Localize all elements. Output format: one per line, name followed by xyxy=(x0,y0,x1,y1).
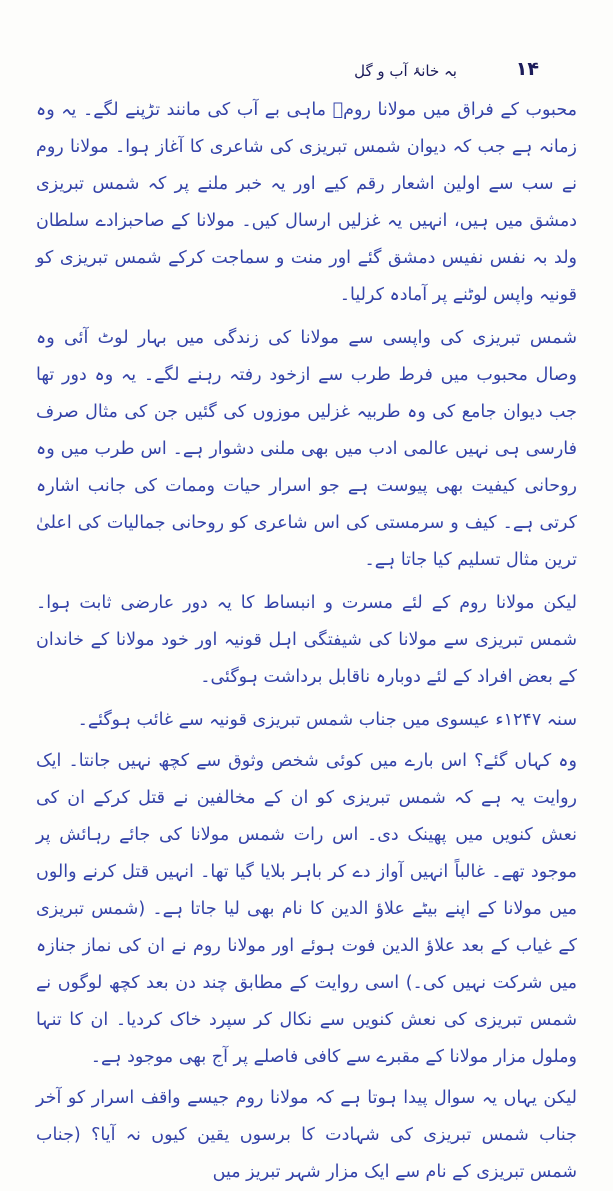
page-header xyxy=(36,58,577,92)
paragraph-1: محبوب کے فراق میں مولانا رومؒ ماہی بے آب کی مانند تڑپنے لگے۔ یہ وہ زمانہ ہے جب کہ دیوان شمس تبریزی کی شاعری کا آغاز ہوا۔ مولانا روم نے سب سے اولین اشعار رقم کیے اور یہ خبر ملنے پر کہ شمس تبریزی دمشق میں ہیں، انہیں یہ غزلیں ارسال کیں۔ مولانا کے صاحبزادے سلطان ولد بہ نفس نفیس دمشق گئے اور منت و سماجت کرکے شمس تبریزی کو قونیہ واپس لوٹنے پر آمادہ کرلیا۔ xyxy=(36,100,577,305)
body-text xyxy=(36,92,577,1191)
paragraph-4: سنہ ۱۲۴۷ء عیسوی میں جناب شمس تبریزی قونیہ سے غائب ہوگئے۔ xyxy=(77,710,577,730)
paragraph-2: شمس تبریزی کی واپسی سے مولانا کی زندگی میں بہار لوٹ آئی وہ وصال محبوب میں فرط طرب سے ازخود رفتہ رہنے لگے۔ یہ وہ دور تھا جب دیوان جامع کی وہ طربیہ غزلیں موزوں کی گئیں جن کی مثال صرف فارسی ہی نہیں عالمی ادب میں بھی ملنی دشوار ہے۔ اس طرب میں وہ روحانی کیفیت بھی پیوست ہے جو اسرار حیات وممات کی جانب اشارہ کرتی ہے۔ کیف و سرمستی کی اس شاعری کو روحانی جمالیات کی اعلیٰ ترین مثال تسلیم کیا جاتا ہے۔ xyxy=(36,328,577,570)
paragraph-6: لیکن یہاں یہ سوال پیدا ہوتا ہے کہ مولانا روم جیسے واقف اسرار کو آخر جناب شمس تبریزی کی شہادت کا برسوں یقین کیوں نہ آیا؟ (جناب شمس تبریزی کے نام سے ایک مزار شہر تبریز میں xyxy=(36,1088,577,1182)
paragraph-3: لیکن مولانا روم کے لئے مسرت و انبساط کا یہ دور عارضی ثابت ہوا۔ شمس تبریزی سے مولانا کی شیفتگی اہل قونیہ اور خود مولانا کے خاندان کے بعض افراد کے لئے دوبارہ ناقابل برداشت ہوگئی۔ xyxy=(36,593,577,687)
paragraph-5: وہ کہاں گئے؟ اس بارے میں کوئی شخص وثوق سے کچھ نہیں جانتا۔ ایک روایت یہ ہے کہ شمس تبریزی کو ان کے مخالفین نے قتل کرکے ان کی نعش کنویں میں پھینک دی۔ اس رات شمس مولانا کی جائے رہائش پر موجود تھے۔ غالباً انہیں آواز دے کر باہر بلایا گیا تھا۔ انہیں قتل کرنے والوں میں مولانا کے اپنے بیٹے علاؤ الدین کا نام بھی لیا جاتا ہے۔ (شمس تبریزی کے غیاب کے بعد علاؤ الدین فوت ہوئے اور مولانا روم نے ان کی نماز جنازہ میں شرکت نہیں کی۔) اسی روایت کے مطابق چند دن بعد کچھ لوگوں نے شمس تبریزی کی نعش کنویں سے نکال کر سپرد خاک کردیا۔ ان کا تنہا وملول مزار مولانا کے مقبرے سے کافی فاصلے پر آج بھی موجود ہے۔ xyxy=(36,751,577,1067)
running-title: بہ خانۂ آب و گل xyxy=(354,62,457,80)
page-number: ۱۴ xyxy=(515,58,539,80)
